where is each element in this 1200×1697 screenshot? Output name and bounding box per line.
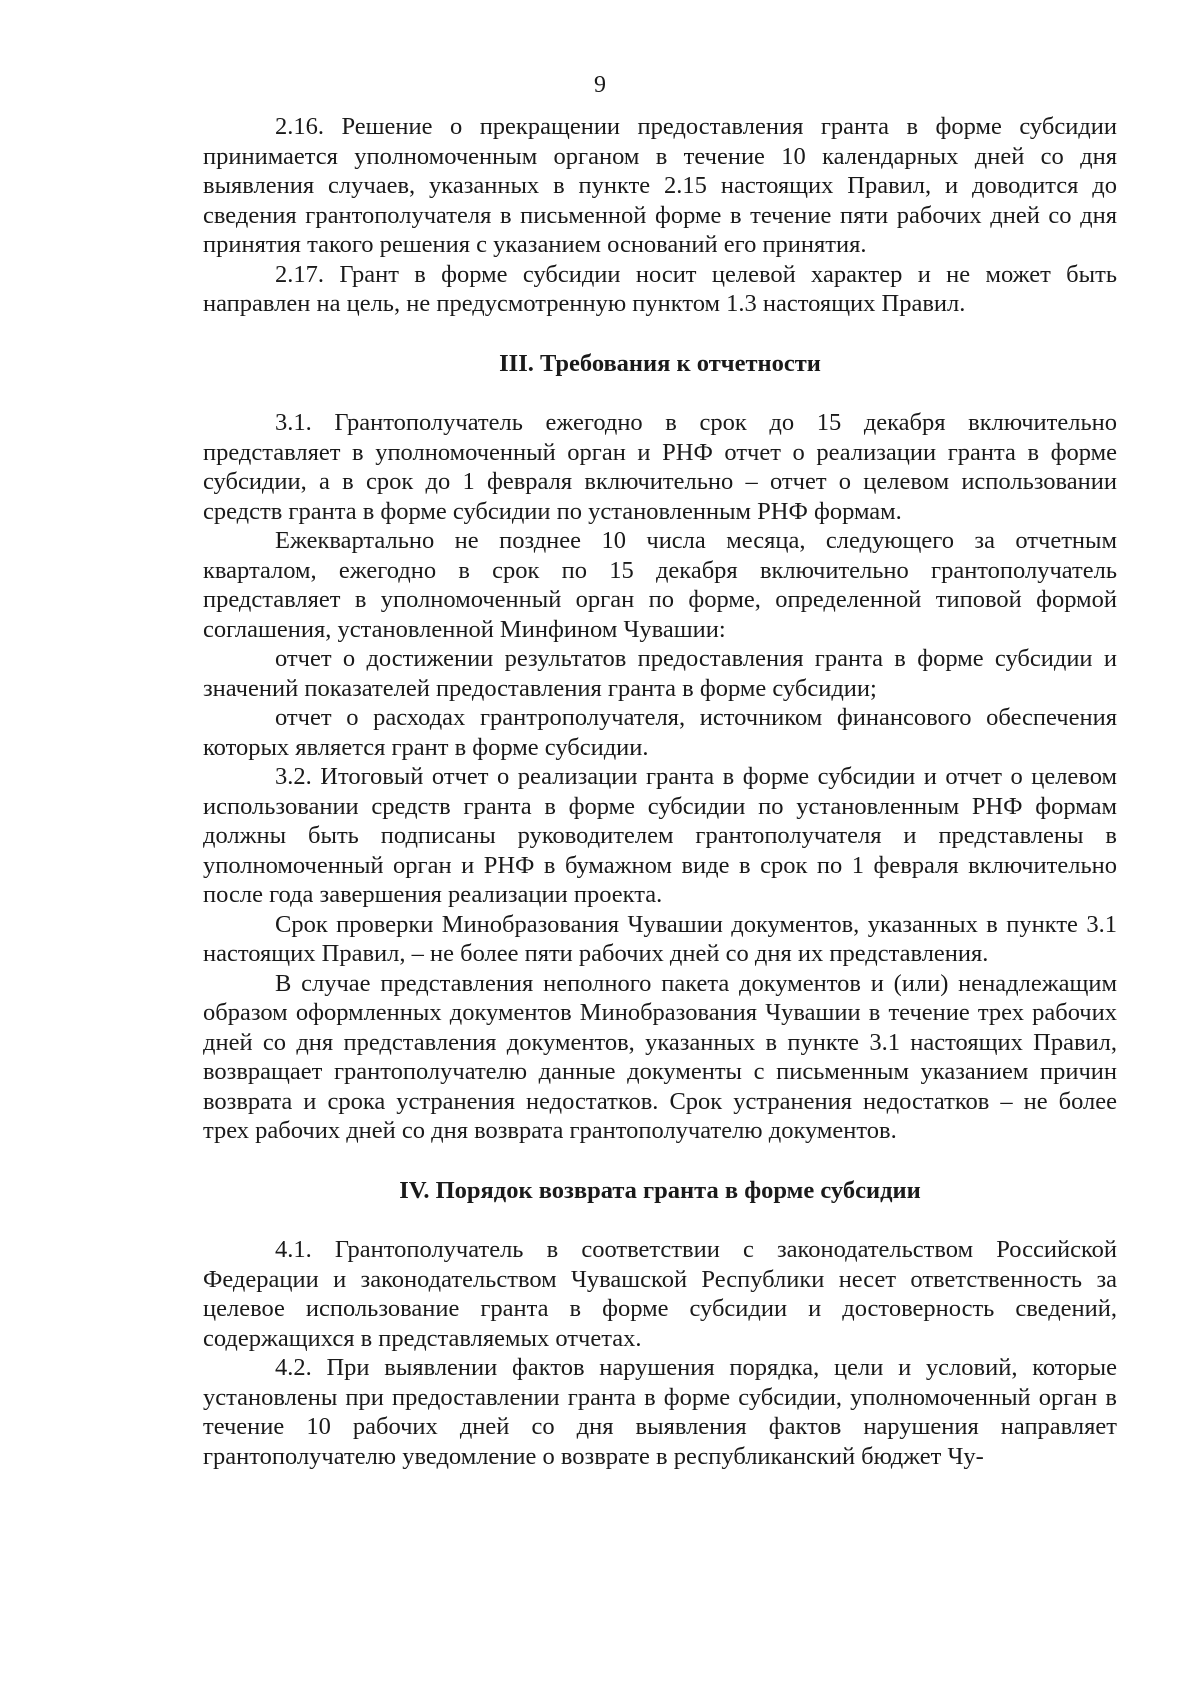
- paragraph-check-term: Срок проверки Минобразования Чувашии документов, указанных в пункте 3.1 настоящих Правил, – не более пяти рабочих дней со дня их представления.: [203, 910, 1117, 967]
- paragraph-4-2: 4.2. При выявлении фактов нарушения порядка, цели и условий, которые установлены при предоставлении гранта в форме субсидии, уполномоченный орган в течение 10 рабочих дней со дня выявления фактов нарушения направляет грантополучателю уведомление о возврате в республиканский бюджет Чу-: [203, 1354, 1117, 1470]
- paragraph-incomplete-docs: В случае представления неполного пакета документов и (или) ненадлежащим образом оформленных документов Минобразования Чувашии в течение трех рабочих дней со дня представления документов, указанных в пункте 3.1 настоящих Правил, возвращает грантополучателю данные документы с письменным указанием причин возврата и срока устранения недостатков. Срок устранения недостатков – не более трех рабочих дней со дня возврата грантополучателю документов.: [203, 969, 1117, 1144]
- paragraph-report-results: отчет о достижении результатов предоставления гранта в форме субсидии и значений показателей предоставления гранта в форме субсидии;: [203, 645, 1117, 702]
- section-heading-iv: IV. Порядок возврата гранта в форме субсидии: [399, 1176, 921, 1204]
- paragraph-2-16: 2.16. Решение о прекращении предоставления гранта в форме субсидии принимается уполномоченным органом в течение 10 календарных дней со дня выявления случаев, указанных в пункте 2.15 настоящих Правил, и доводится до сведения грантополучателя в письменной форме в течение пяти рабочих дней со дня принятия такого решения с указанием оснований его принятия.: [203, 113, 1117, 258]
- paragraph-report-expenses: отчет о расходах грантрополучателя, источником финансового обеспечения которых является грант в форме субсидии.: [203, 704, 1117, 761]
- page-number: 9: [594, 72, 606, 98]
- paragraph-3-1: 3.1. Грантополучатель ежегодно в срок до 15 декабря включительно представляет в уполномоченный орган и РНФ отчет о реализации гранта в форме субсидии, а в срок до 1 февраля включительно – отчет о целевом использовании средств гранта в форме субсидии по установленным РНФ формам.: [203, 409, 1117, 525]
- section-heading-iii: III. Требования к отчетности: [499, 349, 821, 377]
- paragraph-quarterly: Ежеквартально не позднее 10 числа месяца, следующего за отчетным кварталом, ежегодно в срок по 15 декабря включительно грантополучатель представляет в уполномоченный орган по форме, определенной типовой формой соглашения, установленной Минфином Чувашии:: [203, 527, 1117, 643]
- document-body: [203, 112, 1117, 1471]
- paragraph-2-17: 2.17. Грант в форме субсидии носит целевой характер и не может быть направлен на цель, не предусмотренную пунктом 1.3 настоящих Правил.: [203, 260, 1117, 317]
- paragraph-3-2: 3.2. Итоговый отчет о реализации гранта в форме субсидии и отчет о целевом использовании средств гранта в форме субсидии по установленным РНФ формам должны быть подписаны руководителем грантополучателя и представлены в уполномоченный орган и РНФ в бумажном виде в срок по 1 февраля включительно после года завершения реализации проекта.: [203, 763, 1117, 908]
- paragraph-4-1: 4.1. Грантополучатель в соответствии с законодательством Российской Федерации и законодательством Чувашской Республики несет ответственность за целевое использование гранта в форме субсидии и достоверность сведений, содержащихся в представляемых отчетах.: [203, 1236, 1117, 1352]
